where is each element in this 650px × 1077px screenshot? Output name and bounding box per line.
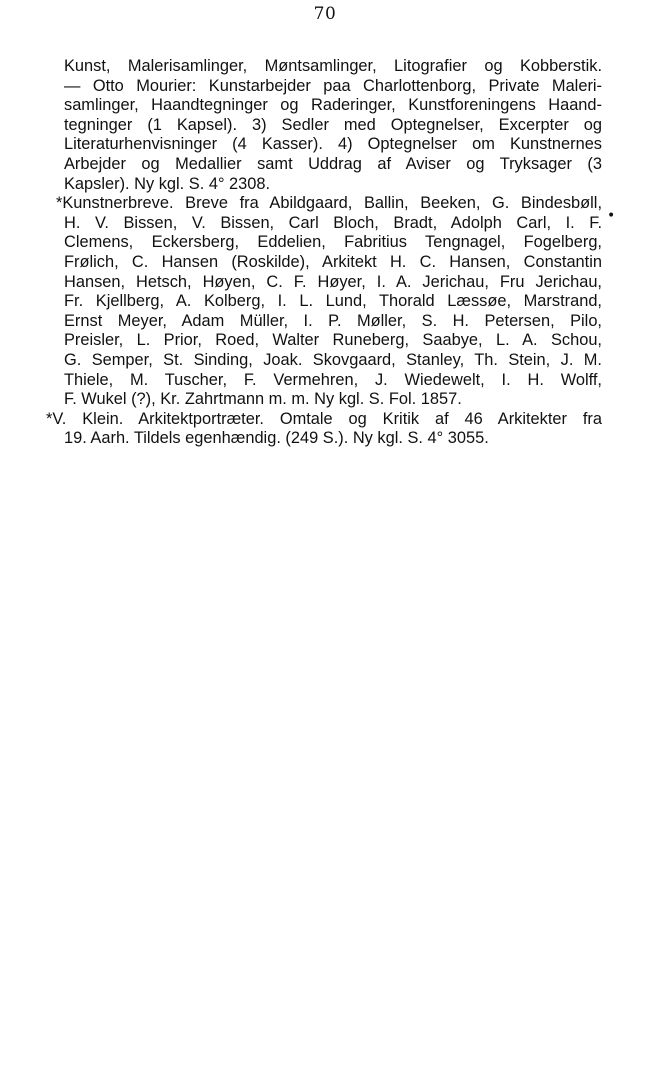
text-line: samlinger, Haandtegninger og Raderinger, Kunstforeningens Haand- [64, 96, 602, 115]
text-line: F. Wukel (?), Kr. Zahrtmann m. m. Ny kgl. S. Fol. 1857. [64, 390, 462, 409]
text-line: H. V. Bissen, V. Bissen, Carl Bloch, Bradt, Adolph Carl, I. F. [64, 213, 602, 232]
text-line: 19. Aarh. Tildels egenhændig. (249 S.). Ny kgl. S. 4° 3055. [64, 429, 489, 448]
text-line: Hansen, Hetsch, Høyen, C. F. Høyer, I. A. Jerichau, Fru Jerichau, [64, 272, 602, 291]
text-line: G. Semper, St. Sinding, Joak. Skovgaard, Stanley, Th. Stein, J. M. [64, 350, 602, 369]
entry-heading-line: *V. Klein. Arkitektportræter. Omtale og Kritik af 46 Arkitekter fra [46, 409, 602, 428]
text-line: tegninger (1 Kapsel). 3) Sedler med Optegnelser, Excerpter og [64, 115, 602, 134]
catalog-text [46, 57, 602, 449]
text-line: Thiele, M. Tuscher, F. Vermehren, J. Wiedewelt, I. H. Wolff, [64, 370, 602, 389]
text-line: Frølich, C. Hansen (Roskilde), Arkitekt H. C. Hansen, Constantin [64, 252, 602, 271]
text-line: Preisler, L. Prior, Roed, Walter Runeberg, Saabye, L. A. Schou, [64, 331, 602, 350]
text-line: Kapsler). Ny kgl. S. 4° 2308. [64, 174, 271, 193]
text-line: Ernst Meyer, Adam Müller, I. P. Møller, S. H. Petersen, Pilo, [64, 311, 602, 330]
text-line: Fr. Kjellberg, A. Kolberg, I. L. Lund, Thorald Læssøe, Marstrand, [64, 292, 602, 311]
text-line: Arbejder og Medallier samt Uddrag af Aviser og Tryksager (3 [64, 154, 602, 173]
page-number: 70 [313, 4, 337, 24]
text-line: Clemens, Eckersberg, Eddelien, Fabritius Tengnagel, Fogelberg, [64, 233, 602, 252]
text-line: Literaturhenvisninger (4 Kasser). 4) Optegnelser om Kunstnernes [64, 135, 602, 154]
entry-heading-line: *Kunstnerbreve. Breve fra Abildgaard, Ballin, Beeken, G. Bindesbøll, [56, 194, 602, 213]
margin-mark: • [607, 208, 616, 224]
text-line: — Otto Mourier: Kunstarbejder paa Charlottenborg, Private Maleri- [64, 76, 602, 95]
text-line: Kunst, Malerisamlinger, Møntsamlinger, Litografier og Kobberstik. [64, 57, 602, 75]
